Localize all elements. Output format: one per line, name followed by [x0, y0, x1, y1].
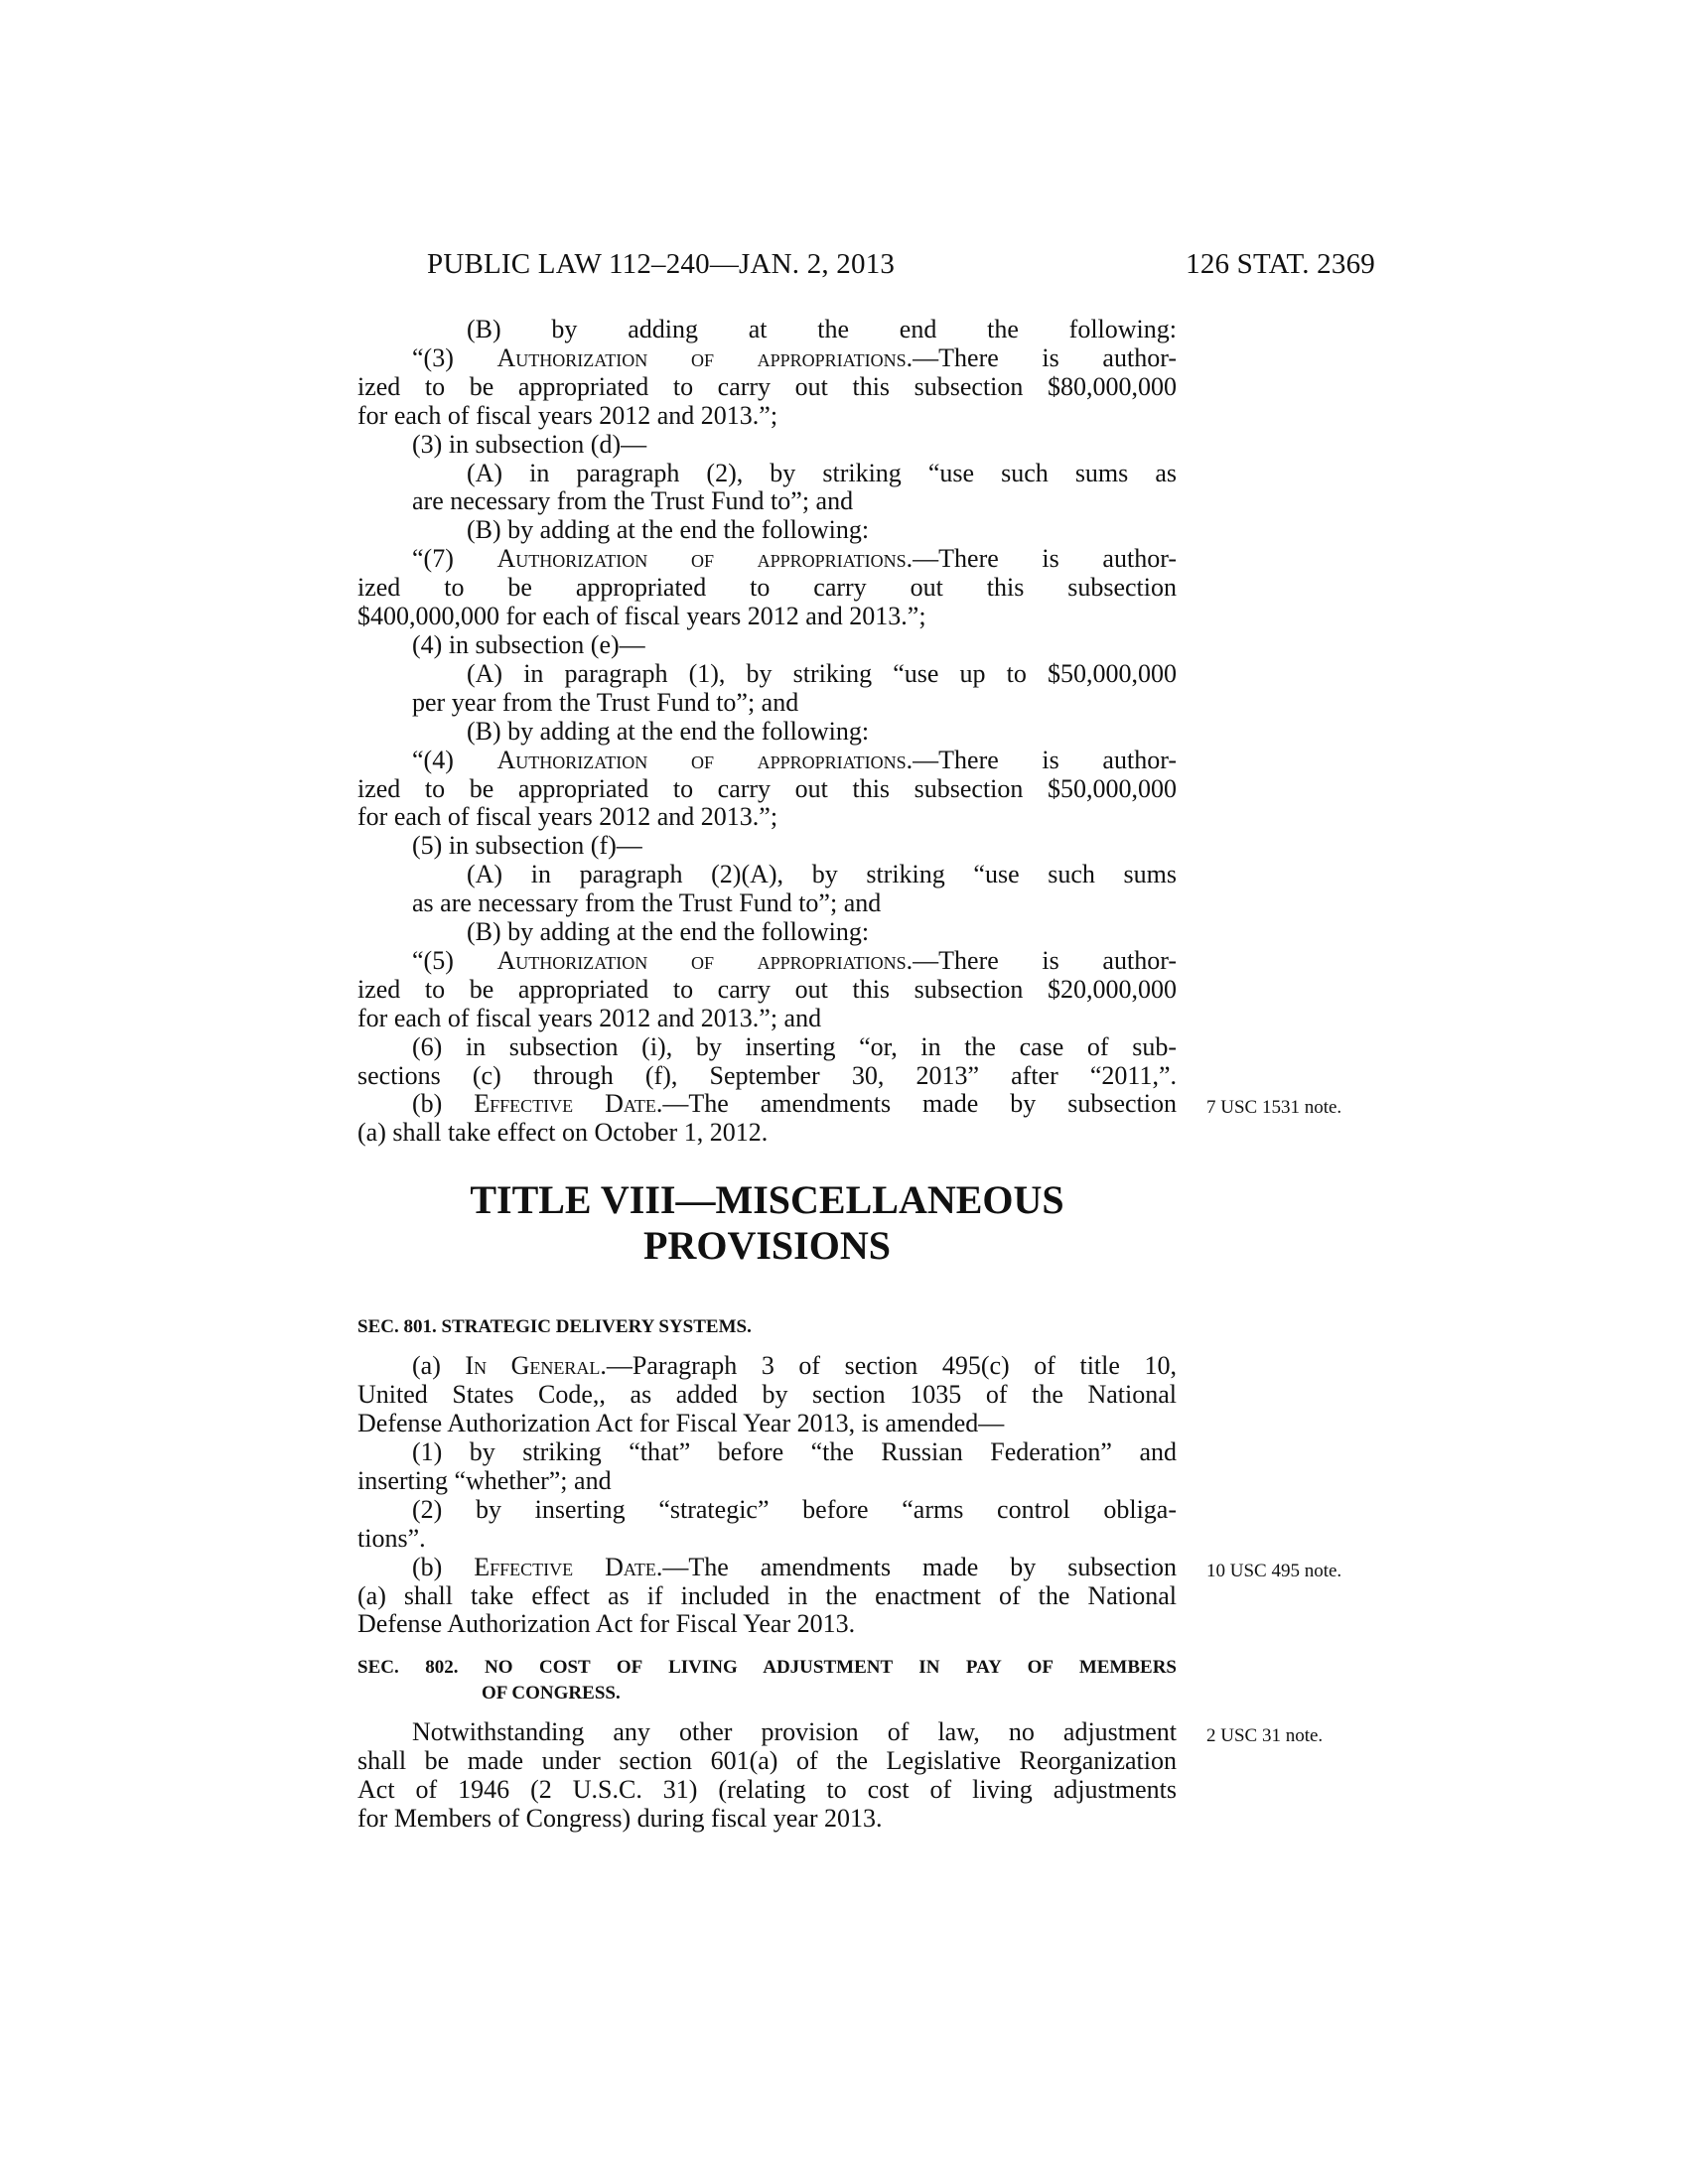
line-suffix: .—The amendments made by subsection: [655, 1552, 1177, 1581]
line-text: (2) by inserting “strategic” before “arms control obliga-: [412, 1494, 1177, 1524]
line-text: (A) in paragraph (2)(A), by striking “use such sums: [467, 860, 1177, 889]
title-line-2: PROVISIONS: [643, 1223, 891, 1269]
line-text: shall be made under section 601(a) of the Legislative Reorganization: [357, 1746, 1177, 1776]
running-header: [427, 248, 1375, 288]
line-text: (B) by adding at the end the following:: [467, 515, 870, 545]
line-text: for each of fiscal years 2012 and 2013.”;: [357, 400, 778, 430]
text-line: [357, 918, 1177, 947]
line-text: (a) shall take effect on October 1, 2012.: [357, 1118, 769, 1148]
line-text: (1) by striking “that” before “the Russian Federation” and: [412, 1437, 1177, 1466]
text-line: [357, 1496, 1177, 1525]
line-text: ized to be appropriated to carry out this subsection $80,000,000: [357, 371, 1177, 401]
line-text: inserting “whether”; and: [357, 1465, 612, 1495]
text-line: [357, 574, 1177, 603]
line-text: Act of 1946 (2 U.S.C. 31) (relating to cost of living adjustments: [357, 1775, 1177, 1805]
line-text: (a) shall take effect as if included in the enactment of the National: [357, 1580, 1177, 1610]
small-caps-heading: Effective Date: [474, 1552, 656, 1581]
subsection-amendments: [357, 315, 1342, 1148]
title-line-1: TITLE VIII—MISCELLANEOUS: [470, 1177, 1064, 1223]
text-line: [357, 373, 1177, 402]
line-text: ized to be appropriated to carry out this subsection $20,000,000: [357, 974, 1177, 1004]
line-prefix: (b): [412, 1089, 475, 1119]
small-caps-heading: Authorization of appropriations: [496, 544, 907, 574]
line-text: Notwithstanding any other provision of law, no adjustment: [412, 1717, 1177, 1747]
text-line: [357, 402, 1177, 431]
line-prefix: (b): [412, 1552, 475, 1581]
sec-801-heading: SEC. 801. STRATEGIC DELIVERY SYSTEMS.: [357, 1316, 752, 1338]
text-line: [357, 718, 1177, 747]
line-suffix: .—There is author-: [906, 945, 1177, 975]
text-line: [357, 832, 1177, 861]
small-caps-heading: Effective Date: [474, 1089, 656, 1119]
line-prefix: “(4): [412, 745, 497, 774]
text-line: [357, 603, 1177, 631]
small-caps-heading: In General: [465, 1351, 601, 1381]
text-line: [357, 1119, 1177, 1148]
line-text: sections (c) through (f), September 30, 2013” after “2011,”.: [357, 1060, 1177, 1090]
text-line: [357, 1582, 1177, 1611]
text-line: [357, 747, 1177, 775]
text-line: [357, 947, 1177, 976]
text-line: [357, 1610, 1177, 1639]
line-text: tions”.: [357, 1523, 426, 1553]
small-caps-heading: Authorization of appropriations: [496, 745, 907, 774]
margin-note: 2 USC 31 note.: [1206, 1725, 1324, 1747]
small-caps-heading: Authorization of appropriations: [496, 945, 907, 975]
text-line: [357, 861, 1177, 889]
line-text: (B) by adding at the end the following:: [467, 917, 870, 947]
text-line: [357, 775, 1177, 804]
text-line: [357, 516, 1177, 545]
text-line: [357, 1717, 1324, 1747]
text-line: [357, 631, 1177, 660]
line-prefix: “(7): [412, 544, 497, 574]
line-suffix: .—There is author-: [906, 342, 1177, 372]
header-stat-page: 126 STAT. 2369: [1186, 248, 1375, 280]
text-line: [357, 344, 1177, 373]
text-line: [357, 1525, 1177, 1554]
text-line: [357, 316, 1177, 344]
text-line: [357, 1033, 1177, 1062]
line-text: Defense Authorization Act for Fiscal Year 2013.: [357, 1609, 856, 1639]
line-text: ized to be appropriated to carry out this subsection $50,000,000: [357, 773, 1177, 803]
text-line: [357, 1410, 1177, 1438]
text-line: [357, 1005, 1177, 1033]
sec-802-heading-line-2: OF CONGRESS.: [482, 1683, 621, 1705]
line-text: as are necessary from the Trust Fund to”; and: [412, 888, 882, 918]
line-text: (6) in subsection (i), by inserting “or, in the case of sub-: [412, 1031, 1177, 1061]
line-text: per year from the Trust Fund to”; and: [412, 687, 799, 717]
line-text: (A) in paragraph (1), by striking “use up to $50,000,000: [467, 658, 1177, 688]
line-text: Defense Authorization Act for Fiscal Year 2013, is amended—: [357, 1409, 1005, 1438]
header-law-citation: PUBLIC LAW 112–240—JAN. 2, 2013: [427, 248, 896, 280]
line-prefix: “(3): [412, 342, 497, 372]
text-line: [357, 487, 1177, 516]
margin-note: 10 USC 495 note.: [1206, 1560, 1342, 1581]
line-text: (3) in subsection (d)—: [412, 429, 647, 459]
text-line: [357, 889, 1177, 918]
text-line: [357, 460, 1177, 488]
line-suffix: .—Paragraph 3 of section 495(c) of title 10,: [600, 1351, 1177, 1381]
text-line: [357, 1552, 1342, 1582]
text-line: [357, 1467, 1177, 1496]
sec-801-text: [357, 1351, 1342, 1639]
text-line: [357, 1438, 1177, 1467]
text-line: [357, 1776, 1177, 1805]
body-text: [357, 315, 1342, 1834]
small-caps-heading: Authorization of appropriations: [496, 342, 907, 372]
sec-802-heading-line-1: SEC. 802. NO COST OF LIVING ADJUSTMENT IN PAY OF MEMBERS: [357, 1657, 1177, 1679]
text-line: [357, 1805, 1177, 1834]
text-line: [357, 1062, 1177, 1091]
line-text: for Members of Congress) during fiscal year 2013.: [357, 1804, 883, 1834]
line-text: United States Code,, as added by section 1035 of the National: [357, 1380, 1177, 1410]
line-text: (B) by adding at the end the following:: [467, 315, 1177, 343]
line-text: (A) in paragraph (2), by striking “use such sums as: [467, 458, 1177, 487]
text-line: [357, 689, 1177, 718]
text-line: [357, 1352, 1177, 1381]
text-line: [357, 803, 1177, 832]
text-line: [357, 545, 1177, 574]
sec-802-text: [357, 1717, 1324, 1834]
text-line: [357, 1089, 1342, 1119]
text-line: [357, 1747, 1177, 1776]
line-text: for each of fiscal years 2012 and 2013.”;: [357, 802, 778, 832]
line-prefix: (a): [412, 1351, 466, 1381]
line-suffix: .—There is author-: [906, 745, 1177, 774]
line-suffix: .—The amendments made by subsection: [655, 1089, 1177, 1119]
line-text: (B) by adding at the end the following:: [467, 716, 870, 746]
margin-note: 7 USC 1531 note.: [1206, 1097, 1342, 1119]
line-text: $400,000,000 for each of fiscal years 2012 and 2013.”;: [357, 602, 926, 631]
text-line: [357, 660, 1177, 689]
line-text: are necessary from the Trust Fund to”; and: [412, 486, 854, 516]
line-text: ized to be appropriated to carry out this subsection: [357, 573, 1177, 603]
line-text: (5) in subsection (f)—: [412, 831, 642, 861]
text-line: [357, 431, 1177, 460]
line-text: (4) in subsection (e)—: [412, 629, 645, 659]
line-text: for each of fiscal years 2012 and 2013.”; and: [357, 1003, 822, 1032]
text-line: [357, 1381, 1177, 1410]
title-heading: [357, 1177, 1177, 1269]
line-prefix: “(5): [412, 945, 497, 975]
text-line: [357, 976, 1177, 1005]
line-suffix: .—There is author-: [906, 544, 1177, 574]
